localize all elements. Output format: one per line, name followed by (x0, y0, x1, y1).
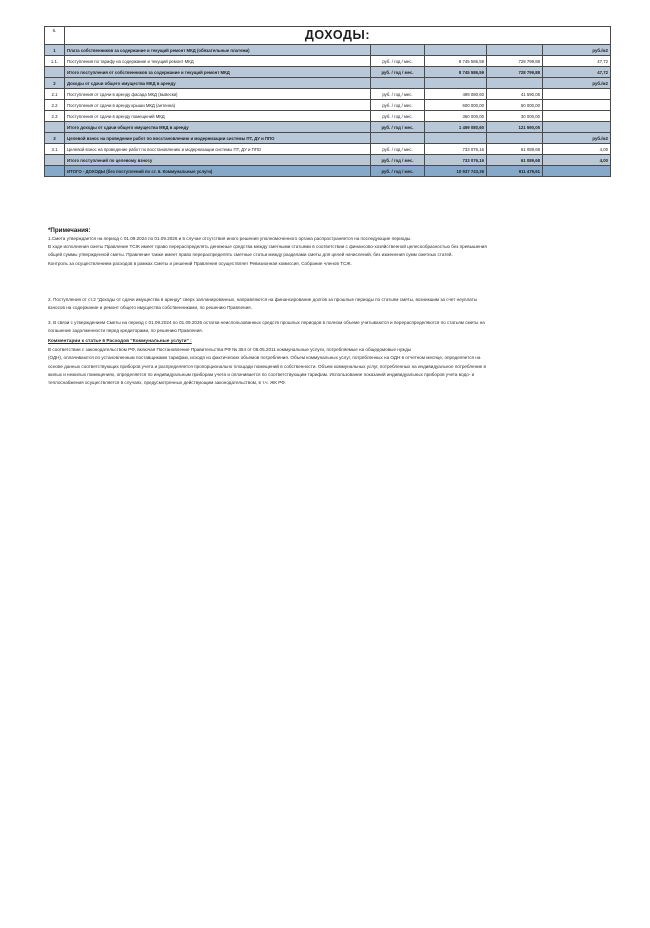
row-index: 2.2 (45, 100, 65, 111)
note-line: жилых и нежилых помещениях, определяется по индивидуальным приборам учета и оплачивается по соответствующим тарифам. Использование показаний индивидуальных приборов учета водо- и (48, 371, 475, 377)
row-unit (371, 133, 425, 144)
row-name: Поступления от сдачи в аренду фасада МКД (вывески) (65, 89, 371, 100)
row-rate (543, 111, 611, 122)
note-line: (ОДН), оплачиваются по установленным поставщиками тарифам, исходя из фактических объемов потребления. Объем коммунальных услуг, потребленных на ОДН в отчетном месяце, определяется на (48, 355, 481, 361)
comments-block (48, 338, 608, 387)
row-amount-month (487, 78, 543, 89)
row-index: 3.1 (45, 144, 65, 155)
note-3 (48, 319, 608, 335)
row-amount-year (425, 45, 487, 56)
total-row (45, 166, 611, 177)
row-index: 2.1 (45, 89, 65, 100)
row-index: 3 (45, 133, 65, 144)
row-rate: руб./м2 (543, 78, 611, 89)
row-index (45, 155, 65, 166)
row-name: Итого доходы от сдачи общего имущества МКД в аренду (65, 122, 371, 133)
table-row (45, 111, 611, 122)
row-rate: руб./м2 (543, 45, 611, 56)
row-unit: руб. / год / мес. (371, 155, 425, 166)
row-name: Доходы от сдачи общего имущества МКД в аренду (65, 78, 371, 89)
row-amount-year: 10 937 743,35 (425, 166, 487, 177)
row-amount-year: 733 076,16 (425, 144, 487, 155)
note-line: теплоснабжения осуществляется в случаях, предусмотренных действующим законодательством, в т.ч. ЖК РФ. (48, 380, 287, 386)
row-unit: руб. / год / мес. (371, 89, 425, 100)
notes-block-1 (48, 226, 608, 268)
row-unit: руб. / год / мес. (371, 56, 425, 67)
row-unit: руб. / год / мес. (371, 166, 425, 177)
row-rate (543, 166, 611, 177)
table-row (45, 56, 611, 67)
row-index (45, 166, 65, 177)
row-name: Итого поступлений по целевому взносу (65, 155, 371, 166)
table-title-row (45, 27, 611, 45)
note-line: основе данных соответствующих приборов учета и распределяется пропорционально площади помещений в собственности. Объем коммунальных услуг, потребленных на индивидуальное потребление в (48, 363, 486, 369)
section-row (45, 78, 611, 89)
note-line: 2. Поступления от ст.2 "Доходы от сдачи имущества в аренду" сверх запланированных, направляются на финансирование долгов за прошлые периоды по статьям сметы, возникшим за счет неуплаты (48, 297, 478, 302)
row-unit (371, 78, 425, 89)
row-amount-month: 728 799,88 (487, 56, 543, 67)
row-rate (543, 89, 611, 100)
row-rate: руб./м2 (543, 133, 611, 144)
note-line: В ходе исполнения сметы Правление ТСЖ имеет право перераспределять денежные средства между сметными статьями в соответствии с финансово-хозяйственной целесообразностью без превышения (48, 244, 487, 250)
row-index: 2.3 (45, 111, 65, 122)
row-name: Целевой взнос на проведение работ по восстановлению и модернизации системы ПТ, ДУ и ППО (65, 144, 371, 155)
row-amount-year (425, 133, 487, 144)
row-unit: руб. / год / мес. (371, 122, 425, 133)
row-name: Поступления от сдачи в аренду помещений МКД (65, 111, 371, 122)
row-index: 2 (45, 78, 65, 89)
row-index (45, 122, 65, 133)
row-name: Поступления от сдачи в аренду крыши МКД (антенна) (65, 100, 371, 111)
note-line: 3. В связи с утверждением Сметы на период с 01.09.2024 по 01.09.2026 остатки неиспользованных средств прошлых периодов в полном объеме учитываются и перераспределяются по статьям сметы на (48, 320, 485, 325)
row-amount-year: 360 000,00 (425, 111, 487, 122)
row-rate: 4,00 (543, 144, 611, 155)
row-unit: руб. / год / мес. (371, 144, 425, 155)
row-amount-month: 50 000,00 (487, 100, 543, 111)
row-amount-year: 499 080,60 (425, 89, 487, 100)
total-row (45, 122, 611, 133)
table-row (45, 144, 611, 155)
table-title: ДОХОДЫ: (65, 27, 611, 45)
table-row (45, 100, 611, 111)
row-amount-month: 30 000,00 (487, 111, 543, 122)
note-line: 1.Смета утверждается на период с 01.09.2024 по 01.09.2026 и в случае отсутствия иного решения уполномоченного органа распространяется на последующие периоды. (48, 236, 412, 241)
row-amount-year: 733 076,16 (425, 155, 487, 166)
comments-heading: Комментарии к статье 6 Расходов "Коммунальные услуги" : (48, 339, 192, 344)
total-row (45, 155, 611, 166)
row-index: 1.1. (45, 56, 65, 67)
row-amount-month: 41 590,05 (487, 89, 543, 100)
row-amount-month: 728 799,88 (487, 67, 543, 78)
row-name: ИТОГО - ДОХОДЫ (без поступлений по ст. 6. Коммунальные услуги) (65, 166, 371, 177)
row-index (45, 67, 65, 78)
row-name: Итого поступления от собственников за содержание и текущий ремонт МКД (65, 67, 371, 78)
row-amount-year (425, 78, 487, 89)
row-amount-year: 1 459 080,60 (425, 122, 487, 133)
row-rate (543, 100, 611, 111)
row-amount-month (487, 133, 543, 144)
table-row (45, 89, 611, 100)
row-amount-year: 8 745 586,59 (425, 56, 487, 67)
note-line: Контроль за осуществлением расходов в рамках Сметы и решений Правления осуществляет Ревизионная комиссия, Собрание членов ТСЖ. (48, 260, 352, 266)
row-name: Поступления по тарифу на содержание и текущий ремонт МКД (65, 56, 371, 67)
row-rate: 4,00 (543, 155, 611, 166)
note-line: погашение задолженности перед кредиторами, по решению Правления. (48, 328, 203, 334)
row-amount-year: 600 000,00 (425, 100, 487, 111)
note-2 (48, 296, 608, 312)
note-line: общей суммы утвержденной сметы. Правление также имеет право перераспределять сметные статьи между разделами сметы для целей начислений, без изменения сумм сметных статей. (48, 252, 453, 258)
section-row (45, 45, 611, 56)
row-amount-month: 61 089,68 (487, 155, 543, 166)
row-unit: руб. / год / мес. (371, 111, 425, 122)
row-unit: руб. / год / мес. (371, 67, 425, 78)
row-unit: руб. / год / мес. (371, 100, 425, 111)
row-unit (371, 45, 425, 56)
section-number: 6. (45, 27, 65, 45)
row-amount-month: 61 089,68 (487, 144, 543, 155)
row-index: 1 (45, 45, 65, 56)
note-1 (48, 235, 608, 268)
income-table (44, 26, 611, 177)
note-line: В соответствии с законодательством РФ, включая Постановление Правительства РФ № 354 от 06.05.2011 коммунальные услуги, потребляемые на общедомовые нужды (48, 347, 412, 353)
row-rate: 47,72 (543, 56, 611, 67)
row-name: Целевой взнос на проведение работ по восстановлению и модернизации системы ПТ, ДУ и ППО (65, 133, 371, 144)
row-name: Плата собственников за содержание и текущий ремонт МКД (обязательные платежи) (65, 45, 371, 56)
notes-heading: *Примечания: (48, 227, 91, 234)
note-line: взносов на содержание и ремонт общего имущества собственниками, по решению Правления. (48, 305, 252, 311)
total-row (45, 67, 611, 78)
row-amount-month: 121 590,05 (487, 122, 543, 133)
section-row (45, 133, 611, 144)
row-amount-month (487, 45, 543, 56)
row-rate: 47,72 (543, 67, 611, 78)
row-rate (543, 122, 611, 133)
row-amount-year: 8 745 586,59 (425, 67, 487, 78)
row-amount-month: 911 479,61 (487, 166, 543, 177)
